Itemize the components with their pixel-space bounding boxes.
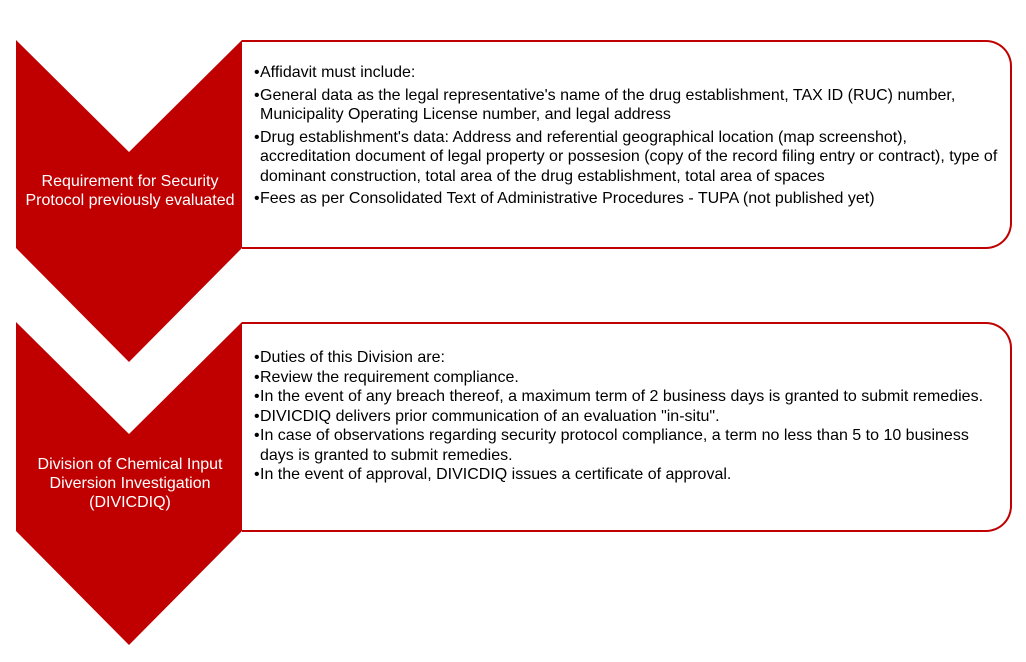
step-2-title: Division of Chemical Input Diversion Investigation (DIVICDIQ) [37,456,223,511]
step-2-details-box [242,322,1012,532]
step-1-bullet-1: • Affidavit must include: [254,63,1000,83]
step-2-bullet-6: • In the event of approval, DIVICDIQ issues a certificate of approval. [254,465,1000,485]
step-1-details-box [242,40,1012,249]
step-1-bullet-4: • Fees as per Consolidated Text of Administrative Procedures - TUPA (not published yet) [254,189,1000,209]
step-2-bullet-3: • In the event of any breach thereof, a maximum term of 2 business days is granted to submit remedies. [254,387,1000,407]
step-2-bullet-5: • In case of observations regarding security protocol compliance, a term no less than 5 to 10 business days is granted to submit remedies. [254,426,1000,465]
step-1-bullet-2: • General data as the legal representative's name of the drug establishment, TAX ID (RUC) number, Municipality Operating License number, and legal address [254,86,1000,125]
step-1-title: Requirement for Security Protocol previously evaluated [25,173,235,209]
step-2-bullet-2: • Review the requirement compliance. [254,368,1000,388]
step-2-bullet-1: • Duties of this Division are: [254,348,1000,368]
step-1-bullet-3: • Drug establishment's data: Address and referential geographical location (map screenshot), accreditation document of legal property or possesion (copy of the record filing entry or contract), type of dominant construction, total area of the drug establishment, total area of spaces [254,128,1000,187]
step-2-bullet-4: • DIVICDIQ delivers prior communication of an evaluation "in-situ". [254,407,1000,427]
step-1-bullet-list [254,63,1000,212]
step-2-bullet-list [254,348,1000,485]
